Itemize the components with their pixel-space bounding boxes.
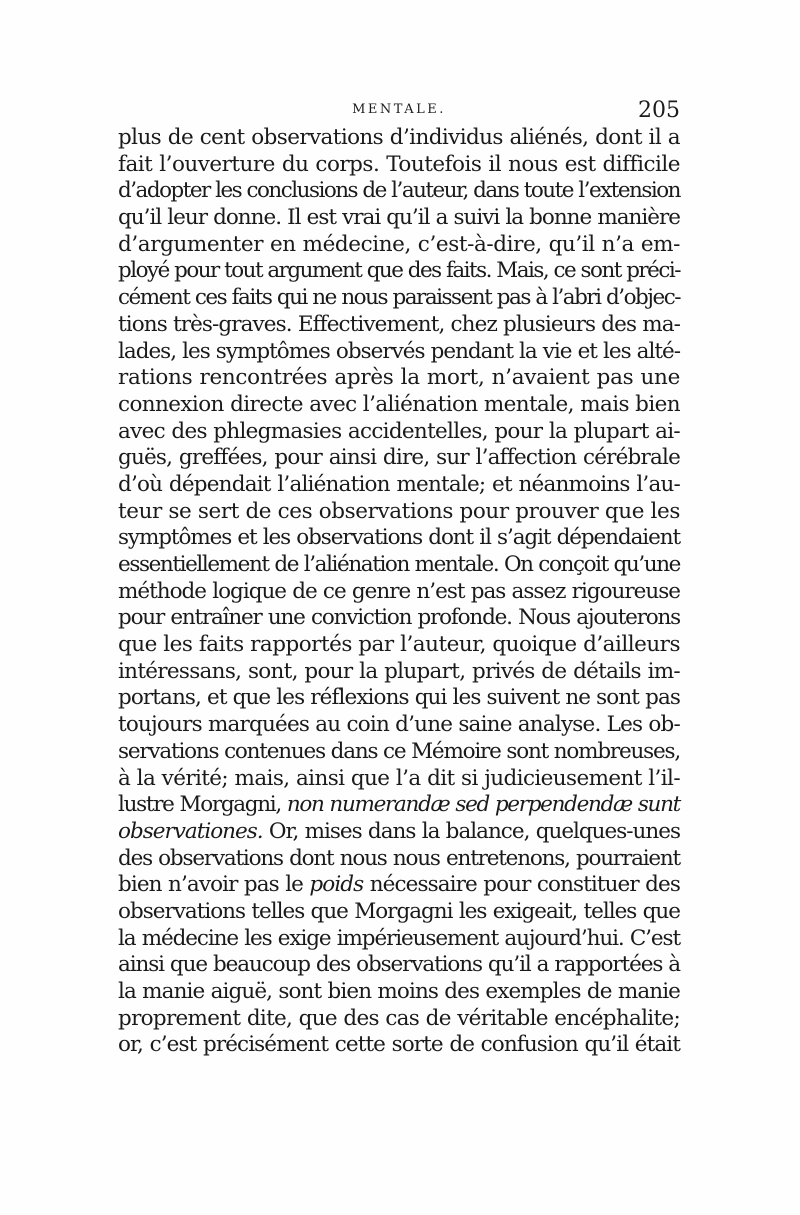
page-number: 205 (638, 98, 680, 123)
text-line: plus de cent observations d’individus aliénés, dont il a (118, 125, 680, 150)
italic-quote: observationes. (118, 818, 263, 844)
text-line: fait l’ouverture du corps. Toutefois il nous est difficile (118, 151, 680, 177)
text-run: nécessaire pour constituer des (363, 872, 680, 898)
text-line: symptômes et les observations dont il s’agit dépendaient (118, 525, 680, 551)
text-line: avec des phlegmasies accidentelles, pour la plupart ai- (118, 418, 680, 444)
text-run: lustre Morgagni, (118, 792, 287, 818)
italic-word: poids (309, 872, 364, 898)
text-line-with-italic (118, 872, 680, 899)
text-run: Or, mises dans la balance, quelques-unes (262, 818, 680, 844)
text-line: observations telles que Morgagni les exigeait, telles que (118, 898, 680, 924)
text-line: ainsi que beaucoup des observations qu’il a rapportées à (118, 952, 680, 978)
text-line: pour entraîner une conviction profonde. Nous ajouterons (118, 605, 680, 631)
text-line: toujours marquées au coin d’une saine analyse. Les ob- (118, 712, 680, 738)
text-line: qu’il leur donne. Il est vrai qu’il a suivi la bonne manière (118, 205, 680, 231)
body-text (118, 125, 680, 1059)
text-line: essentiellement de l’aliénation mentale. On conçoit qu’une (118, 552, 680, 577)
italic-quote: non numerandæ sed perpendendæ sunt (286, 792, 680, 818)
running-title: MENTALE. (352, 102, 446, 117)
text-line: connexion directe avec l’aliénation mentale, mais bien (118, 391, 680, 417)
text-line-with-italic (118, 819, 680, 846)
text-line: d’argumenter en médecine, c’est-à-dire, qu’il n’a em- (118, 231, 680, 257)
text-run: bien n’avoir pas le (118, 872, 310, 898)
text-line: d’adopter les conclusions de l’auteur, dans toute l’extension (118, 178, 680, 204)
text-line: méthode logique de ce genre n’est pas assez rigoureuse (118, 578, 680, 604)
text-line: lades, les symptômes observés pendant la vie et les alté- (118, 338, 680, 364)
text-line: la manie aiguë, sont bien moins des exemples de manie (118, 979, 680, 1004)
text-line: intéressans, sont, pour la plupart, privés de détails im- (118, 658, 680, 684)
text-line: teur se sert de ces observations pour prouver que les (118, 498, 680, 524)
text-line: servations contenues dans ce Mémoire sont nombreuses, (118, 738, 680, 764)
text-line: rations rencontrées après la mort, n’avaient pas une (118, 365, 680, 391)
text-line: portans, et que les réflexions qui les suivent ne sont pas (118, 685, 680, 711)
text-line: tions très-graves. Effectivement, chez plusieurs des ma- (118, 311, 680, 337)
text-line: d’où dépendait l’aliénation mentale; et néanmoins l’au- (118, 471, 680, 497)
text-line-with-italic (118, 792, 680, 819)
text-line: guës, greffées, pour ainsi dire, sur l’affection cérébrale (118, 445, 680, 471)
text-line: or, c’est précisément cette sorte de confusion qu’il était (118, 1032, 680, 1058)
text-line: que les faits rapportés par l’auteur, quoique d’ailleurs (118, 632, 680, 658)
text-line: à la vérité; mais, ainsi que l’a dit si judicieusement l’il- (118, 765, 680, 791)
text-line: ployé pour tout argument que des faits. Mais, ce sont préci- (118, 258, 680, 284)
text-line: la médecine les exige impérieusement aujourd’hui. C’est (118, 925, 680, 951)
running-head (118, 98, 680, 122)
text-line: cément ces faits qui ne nous paraissent pas à l’abri d’objec- (118, 285, 680, 311)
text-line: proprement dite, que des cas de véritable encéphalite; (118, 1005, 680, 1031)
text-line: des observations dont nous nous entretenons, pourraient (118, 845, 680, 871)
